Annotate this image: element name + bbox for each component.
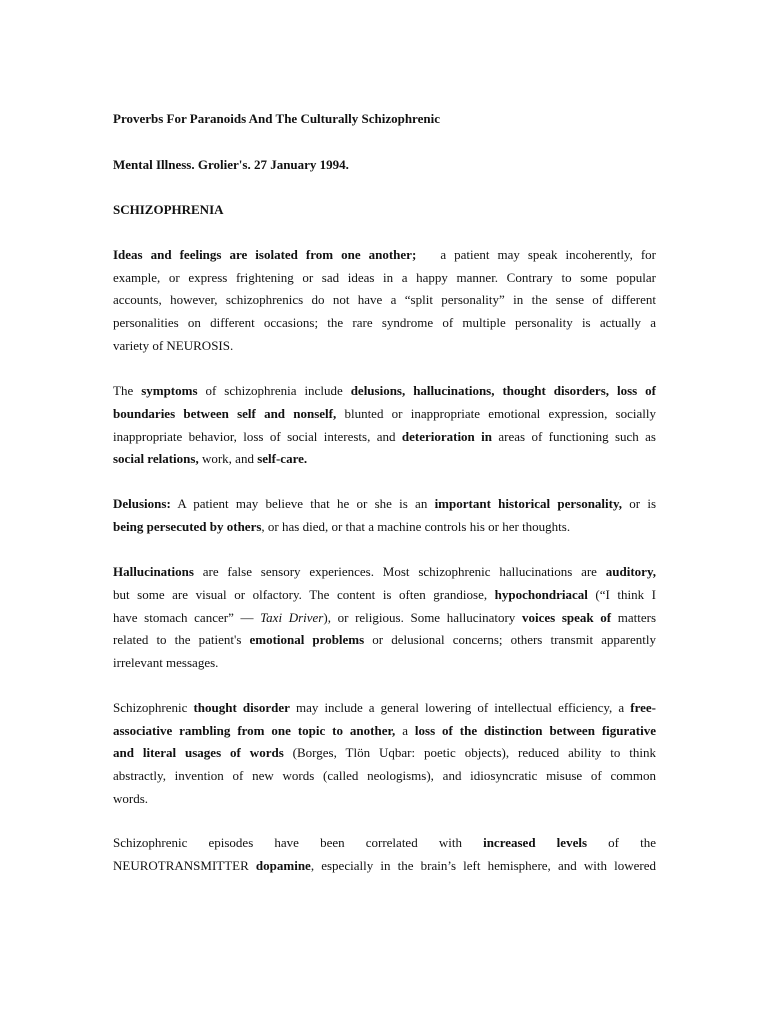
p6-line-2 xyxy=(113,856,656,876)
p4-line-1 xyxy=(113,562,656,582)
p5-bold: thought disorder xyxy=(193,700,290,715)
p3-text: or is xyxy=(622,496,656,511)
p3-line-2 xyxy=(113,517,656,537)
p5-bold: and literal usages of words xyxy=(113,745,284,760)
p6-line-1 xyxy=(113,833,656,853)
p4-line-3 xyxy=(113,608,656,628)
p4-text: ), or religious. Some hallucinatory xyxy=(323,610,522,625)
p6-text: , especially in the brain’s left hemisphere, and with lowered xyxy=(310,858,656,873)
p4-bold: Hallucinations xyxy=(113,564,194,579)
p2-bold: social relations, xyxy=(113,451,199,466)
p4-bold: emotional problems xyxy=(249,632,365,647)
p1-text: a patient may speak incoherently, for xyxy=(440,247,657,262)
p1-line-1 xyxy=(113,245,656,265)
p4-text: (“I think I xyxy=(587,587,657,602)
p5-text: a xyxy=(395,723,415,738)
p2-line-1 xyxy=(113,381,656,401)
p5-text: (Borges, Tlön Uqbar: poetic objects), reduced ability to think xyxy=(283,745,656,760)
p5-bold: loss of the distinction between figurative xyxy=(414,723,656,738)
p4-bold: auditory, xyxy=(605,564,656,579)
p5-text: Schizophrenic xyxy=(113,700,194,715)
p6-text: NEUROTRANSMITTER xyxy=(113,858,256,873)
p2-line-4 xyxy=(113,449,656,469)
p5-line-5: words. xyxy=(113,791,149,806)
p5-line-1 xyxy=(113,698,656,718)
p6-text: of the xyxy=(587,835,656,850)
p2-text: inappropriate behavior, loss of social interests, and xyxy=(113,429,402,444)
p5-line-2 xyxy=(113,721,656,741)
p2-bold: boundaries between self and nonself, xyxy=(113,406,337,421)
p2-text: The xyxy=(113,383,142,398)
p4-line-4 xyxy=(113,630,656,650)
p4-text: are false sensory experiences. Most schizophrenic hallucinations are xyxy=(193,564,606,579)
p3-bold: important historical personality, xyxy=(434,496,623,511)
p2-text: of schizophrenia include xyxy=(197,383,351,398)
p4-text: or delusional concerns; others transmit apparently xyxy=(364,632,657,647)
p3-text: , or has died, or that a machine controls his or her thoughts. xyxy=(261,519,571,534)
p4-line-2 xyxy=(113,585,656,605)
p4-text: related to the patient's xyxy=(113,632,250,647)
p5-text: may include a general lowering of intellectual efficiency, a xyxy=(289,700,631,715)
p5-line-4: abstractly, invention of new words (called neologisms), and idiosyncratic misuse of common xyxy=(113,768,656,783)
p3-bold: Delusions: xyxy=(113,496,171,511)
p2-bold: deterioration in xyxy=(401,429,492,444)
section-heading: SCHIZOPHRENIA xyxy=(113,202,224,217)
p6-bold: increased levels xyxy=(483,835,588,850)
p6-bold: dopamine xyxy=(255,858,311,873)
p5-bold: associative rambling from one topic to another, xyxy=(113,723,396,738)
p4-bold: voices speak of xyxy=(521,610,612,625)
p1-line-2: example, or express frightening or sad ideas in a happy manner. Contrary to some popular xyxy=(113,270,656,285)
p2-text: work, and xyxy=(198,451,258,466)
p1-line-5: variety of NEUROSIS. xyxy=(113,338,234,353)
p3-text: A patient may believe that he or she is an xyxy=(170,496,435,511)
p4-text: but some are visual or olfactory. The content is often grandiose, xyxy=(113,587,495,602)
p3-line-1 xyxy=(113,494,656,514)
p2-text: blunted or inappropriate emotional expression, socially xyxy=(336,406,656,421)
p1-bold-lead: Ideas and feelings are isolated from one another; xyxy=(113,247,417,262)
p4-bold: hypochondriacal xyxy=(494,587,588,602)
p5-bold: free- xyxy=(630,700,656,715)
p4-italic-title: Taxi Driver xyxy=(260,610,324,625)
p2-line-2 xyxy=(113,404,656,424)
p2-bold: symptoms xyxy=(141,383,198,398)
p1-line-3: accounts, however, schizophrenics do not have a “split personality” in the sense of different xyxy=(113,292,656,307)
document-source: Mental Illness. Grolier's. 27 January 1994. xyxy=(113,157,349,172)
p2-line-3 xyxy=(113,427,656,447)
p4-text: have stomach cancer” — xyxy=(113,610,261,625)
p5-line-3 xyxy=(113,743,656,763)
p3-bold: being persecuted by others xyxy=(113,519,262,534)
p2-bold: delusions, hallucinations, thought disorders, loss of xyxy=(350,383,656,398)
p4-text: matters xyxy=(611,610,657,625)
document-title: Proverbs For Paranoids And The Culturally Schizophrenic xyxy=(113,111,440,126)
p2-text: areas of functioning such as xyxy=(492,429,656,444)
p1-line-4: personalities on different occasions; the rare syndrome of multiple personality is actually a xyxy=(113,315,656,330)
p2-bold: self-care. xyxy=(257,451,308,466)
p6-text: Schizophrenic episodes have been correlated with xyxy=(113,835,484,850)
p4-line-5: irrelevant messages. xyxy=(113,655,219,670)
